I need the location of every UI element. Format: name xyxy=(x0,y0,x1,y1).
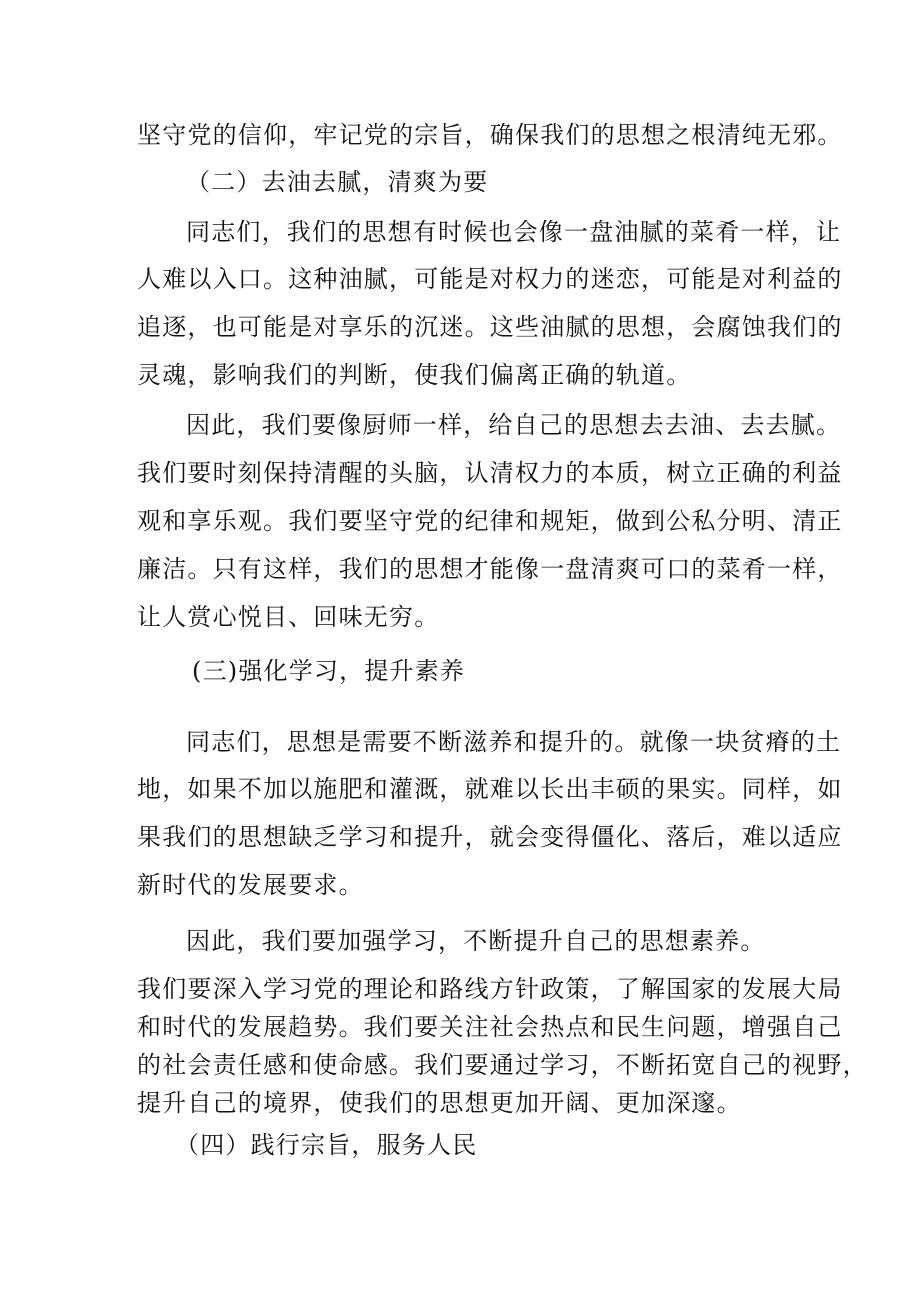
paragraph-line: 新时代的发展要求。 xyxy=(137,871,364,899)
paragraph-line: 坚守党的信仰，牢记党的宗旨，确保我们的思想之根清纯无邪。 xyxy=(137,121,843,149)
paragraph-line: 地，如果不加以施肥和灌溉，就难以长出丰硕的果实。同样，如 xyxy=(137,775,843,803)
paragraph-line: 让人赏心悦目、回味无穷。 xyxy=(137,603,440,631)
paragraph-line: 的社会责任感和使命感。我们要通过学习，不断拓宽自己的视野， xyxy=(137,1051,868,1079)
paragraph-line: 同志们，我们的思想有时候也会像一盘油腻的菜肴一样，让 xyxy=(186,218,842,246)
paragraph-line: 因此，我们要加强学习，不断提升自己的思想素养。 xyxy=(186,927,766,955)
paragraph-line: 我们要深入学习党的理论和路线方针政策，了解国家的发展大局 xyxy=(137,975,843,1003)
paragraph-line: 因此，我们要像厨师一样，给自己的思想去去油、去去腻。 xyxy=(186,411,842,439)
section-heading-2: （二）去油去腻，清爽为要 xyxy=(186,168,489,196)
paragraph-line: 我们要时刻保持清醒的头脑，认清权力的本质，树立正确的利益 xyxy=(137,459,843,487)
paragraph-line: 果我们的思想缺乏学习和提升，就会变得僵化、落后，难以适应 xyxy=(137,823,843,851)
paragraph-line: 灵魂，影响我们的判断，使我们偏离正确的轨道。 xyxy=(137,361,692,389)
section-heading-3: (三)强化学习，提升素养 xyxy=(192,657,466,685)
paragraph-line: 同志们，思想是需要不断滋养和提升的。就像一块贫瘠的土 xyxy=(186,728,842,756)
section-heading-4: （四）践行宗旨，服务人民 xyxy=(175,1131,478,1159)
paragraph-line: 人难以入口。这种油腻，可能是对权力的迷恋，可能是对利益的 xyxy=(137,265,843,293)
paragraph-line: 和时代的发展趋势。我们要关注社会热点和民生问题，增强自己 xyxy=(137,1013,843,1041)
paragraph-line: 追逐，也可能是对享乐的沉迷。这些油腻的思想，会腐蚀我们的 xyxy=(137,313,843,341)
paragraph-line: 廉洁。只有这样，我们的思想才能像一盘清爽可口的菜肴一样， xyxy=(137,555,843,583)
paragraph-line: 观和享乐观。我们要坚守党的纪律和规矩，做到公私分明、清正 xyxy=(137,507,843,535)
paragraph-line: 提升自己的境界，使我们的思想更加开阔、更加深邃。 xyxy=(137,1089,742,1117)
